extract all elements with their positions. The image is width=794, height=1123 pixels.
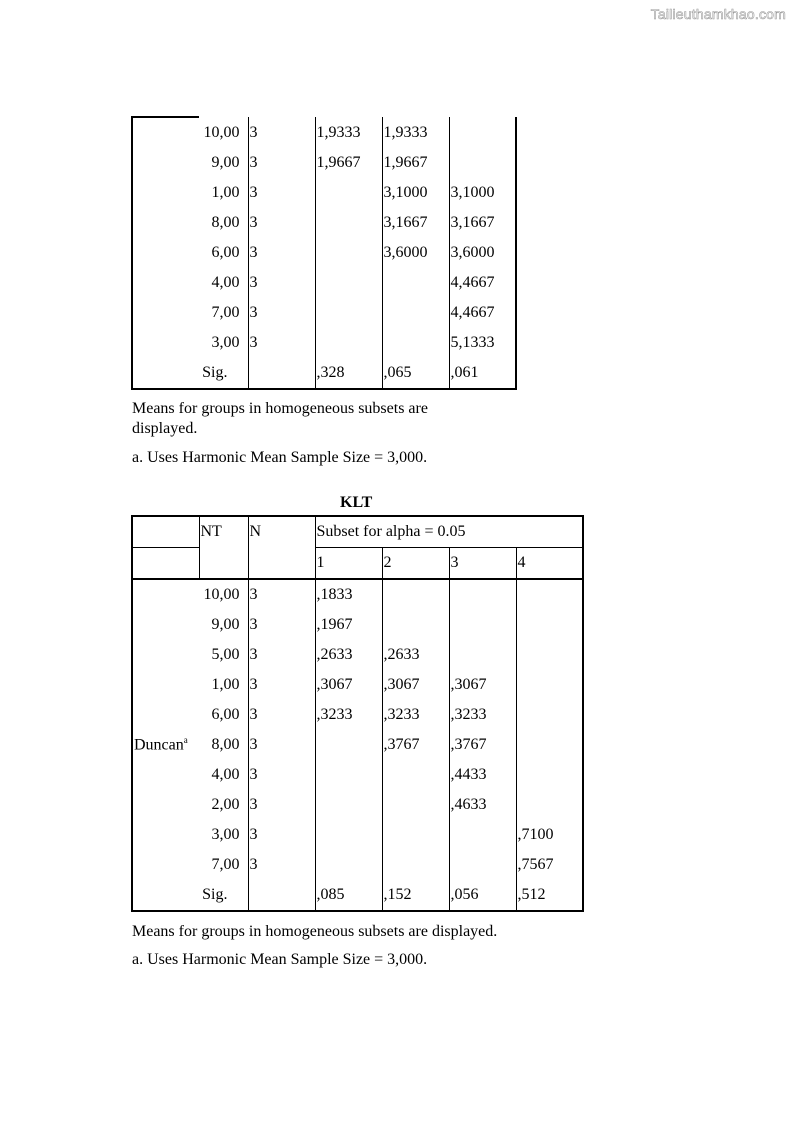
header-col-3: 3 [449,548,516,580]
subset-3-cell: ,4633 [449,790,516,820]
nt-cell: 8,00 [211,214,240,231]
n-cell: 3 [248,328,315,358]
row-label-cell [132,880,199,911]
subset-1-cell [315,730,382,760]
nt-cell: 8,00 [211,736,240,753]
table-row [132,328,516,358]
row-label-cell [132,298,199,328]
subset-3-cell [449,117,516,148]
subset-2-cell [382,790,449,820]
table-row [132,579,583,610]
subset-3-cell: ,3233 [449,700,516,730]
subset-1-cell: 1,9667 [315,148,382,178]
table-row [132,610,583,640]
subset-1-cell: ,3233 [315,700,382,730]
table-row [132,700,583,730]
header-col-4: 4 [516,548,583,580]
row-label-cell [132,760,199,790]
nt-cell: 3,00 [211,826,240,843]
subset-4-cell [516,610,583,640]
table-1-note-displayed: Means for groups in homogeneous subsets are displayed. [132,400,428,437]
header-blank-cell [132,516,199,548]
row-label-cell [132,579,199,610]
table-row [132,820,583,850]
row-label-cell [132,358,199,389]
nt-cell: 6,00 [211,706,240,723]
row-label-cell [132,640,199,670]
row-label-cell [132,670,199,700]
n-cell: 3 [248,850,315,880]
n-cell: 3 [248,610,315,640]
sig-subset-2: ,065 [382,358,449,389]
subset-1-cell [315,298,382,328]
row-label-cell [132,820,199,850]
nt-cell: 4,00 [211,766,240,783]
header-col-1: 1 [315,548,382,580]
subset-2-cell: ,3067 [382,670,449,700]
row-label-cell [132,178,199,208]
table-row [132,790,583,820]
header-subset: Subset for alpha = 0.05 [315,516,583,548]
subset-4-cell [516,700,583,730]
nt-cell: 4,00 [211,274,240,291]
table-1-note-harmonic: a. Uses Harmonic Mean Sample Size = 3,000. [132,449,428,466]
subset-2-cell: 1,9333 [382,117,449,148]
subset-4-cell: ,7567 [516,850,583,880]
method-label: Duncan [134,736,184,754]
sig-label: Sig. [199,880,248,911]
subset-1-cell: ,1967 [315,610,382,640]
subset-2-cell [382,610,449,640]
sig-subset-1: ,085 [315,880,382,911]
nt-cell: 5,00 [211,646,240,663]
row-label-cell [132,117,199,148]
subset-1-cell [315,268,382,298]
row-label-cell [132,148,199,178]
n-cell: 3 [248,640,315,670]
method-cell [132,730,199,760]
subset-2-cell [382,298,449,328]
row-label-cell [132,790,199,820]
table-row [132,238,516,268]
subset-1-cell [315,238,382,268]
n-cell: 3 [248,208,315,238]
table-2 [131,515,584,912]
nt-cell: 3,00 [211,334,240,351]
subset-1-cell [315,760,382,790]
sig-row [132,358,516,389]
row-label-cell [132,700,199,730]
subset-3-cell: 4,4667 [449,268,516,298]
subset-2-cell: 3,1667 [382,208,449,238]
n-cell: 3 [248,238,315,268]
subset-3-cell [449,579,516,610]
table-2-note-displayed: Means for groups in homogeneous subsets are displayed. [132,923,498,940]
nt-cell: 1,00 [211,184,240,201]
table-row [132,850,583,880]
subset-1-cell [315,328,382,358]
n-cell: 3 [248,700,315,730]
subset-3-cell [449,850,516,880]
nt-cell: 9,00 [211,616,240,633]
n-cell: 3 [248,117,315,148]
header-n: N [248,516,315,579]
sig-subset-3: ,056 [449,880,516,911]
n-cell: 3 [248,268,315,298]
subset-3-cell: ,4433 [449,760,516,790]
subset-3-cell: 3,6000 [449,238,516,268]
table-row [132,670,583,700]
table-1 [131,116,517,390]
n-cell: 3 [248,579,315,610]
sig-subset-3: ,061 [449,358,516,389]
subset-3-cell [449,610,516,640]
subset-2-cell [382,328,449,358]
sig-subset-4: ,512 [516,880,583,911]
subset-2-cell [382,760,449,790]
subset-2-cell [382,268,449,298]
subset-2-cell: ,2633 [382,640,449,670]
nt-cell: 10,00 [203,123,240,141]
subset-1-cell [315,850,382,880]
subset-2-cell [382,850,449,880]
table-row [132,208,516,238]
subset-3-cell [449,148,516,178]
subset-3-cell: 4,4667 [449,298,516,328]
nt-cell: 7,00 [211,304,240,321]
subset-1-cell: ,3067 [315,670,382,700]
n-cell: 3 [248,178,315,208]
sig-row [132,880,583,911]
nt-cell: 1,00 [211,676,240,693]
header-nt: NT [199,516,248,579]
table-row [132,148,516,178]
n-cell: 3 [248,670,315,700]
subset-3-cell: ,3067 [449,670,516,700]
nt-cell: 7,00 [211,856,240,873]
subset-2-cell [382,820,449,850]
subset-3-cell: 5,1333 [449,328,516,358]
n-cell: 3 [248,730,315,760]
subset-3-cell [449,820,516,850]
table-row [132,730,583,760]
table-2-title: KLT [340,494,373,511]
subset-2-cell: 3,1000 [382,178,449,208]
sig-label: Sig. [199,358,248,389]
sig-subset-1: ,328 [315,358,382,389]
subset-4-cell: ,7100 [516,820,583,850]
sig-n-cell [248,358,315,389]
subset-4-cell [516,760,583,790]
table-row [132,640,583,670]
subset-4-cell [516,730,583,760]
subset-3-cell [449,640,516,670]
table-2-note-harmonic: a. Uses Harmonic Mean Sample Size = 3,000. [132,951,428,968]
subset-1-cell [315,208,382,238]
subset-4-cell [516,579,583,610]
nt-cell: 6,00 [211,244,240,261]
row-label-cell [132,208,199,238]
subset-4-cell [516,790,583,820]
header-col-2: 2 [382,548,449,580]
nt-cell: 2,00 [211,796,240,813]
n-cell: 3 [248,760,315,790]
row-label-cell [132,328,199,358]
subset-3-cell: 3,1667 [449,208,516,238]
subset-1-cell [315,178,382,208]
subset-1-cell: ,1833 [315,579,382,610]
n-cell: 3 [248,298,315,328]
subset-1-cell: 1,9333 [315,117,382,148]
header-blank-cell-2 [132,548,199,580]
table-row [132,178,516,208]
row-label-cell [132,268,199,298]
subset-3-cell: 3,1000 [449,178,516,208]
subset-2-cell: 1,9667 [382,148,449,178]
subset-4-cell [516,640,583,670]
n-cell: 3 [248,820,315,850]
subset-1-cell: ,2633 [315,640,382,670]
table-row [132,268,516,298]
sig-n-cell [248,880,315,911]
subset-2-cell: ,3233 [382,700,449,730]
subset-2-cell [382,579,449,610]
row-label-cell [132,610,199,640]
nt-cell: 9,00 [211,154,240,171]
table-row [132,298,516,328]
sig-subset-2: ,152 [382,880,449,911]
table-2-header-row-1 [132,516,583,548]
table-row [132,117,516,148]
subset-1-cell [315,820,382,850]
subset-2-cell: ,3767 [382,730,449,760]
watermark-text: Tailieuthamkhao.com [650,6,786,22]
method-superscript: a [183,735,188,746]
subset-4-cell [516,670,583,700]
n-cell: 3 [248,790,315,820]
subset-1-cell [315,790,382,820]
row-label-cell [132,238,199,268]
table-row [132,760,583,790]
nt-cell: 10,00 [199,579,248,610]
row-label-cell [132,850,199,880]
subset-3-cell: ,3767 [449,730,516,760]
subset-2-cell: 3,6000 [382,238,449,268]
n-cell: 3 [248,148,315,178]
